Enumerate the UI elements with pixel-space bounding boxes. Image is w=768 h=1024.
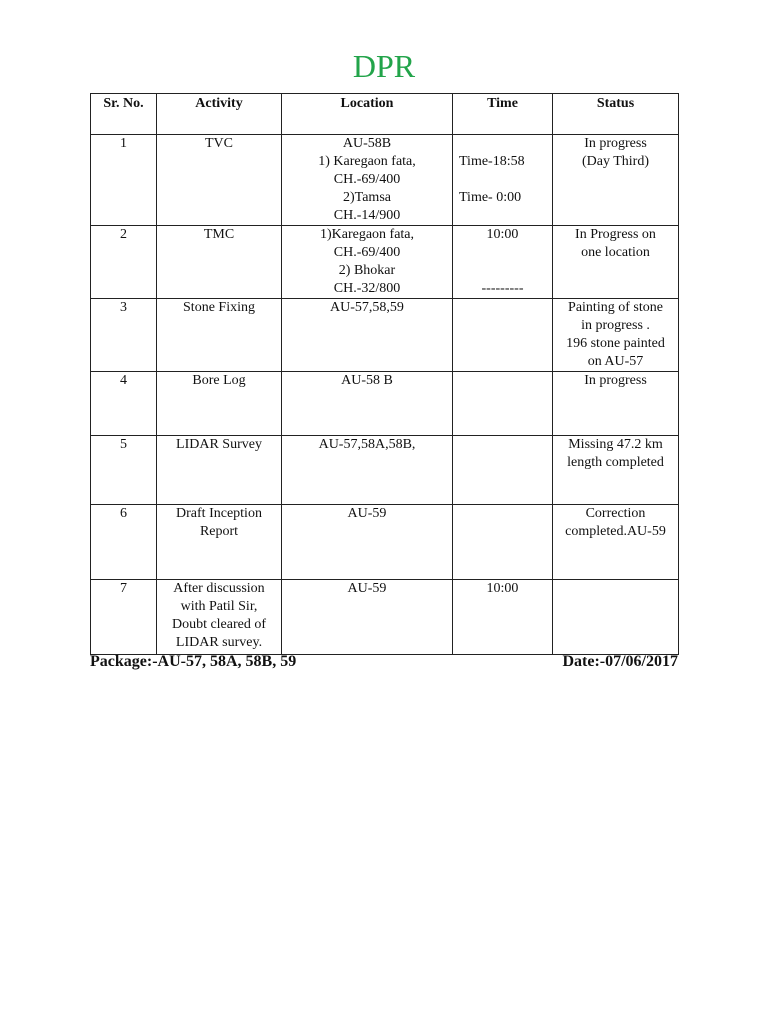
cell-location-line: AU-58 B bbox=[341, 373, 393, 388]
cell-location-line: AU-57,58,59 bbox=[330, 300, 404, 315]
cell-sr-no: 6 bbox=[91, 505, 157, 580]
page-title: DPR bbox=[352, 48, 416, 84]
header-location: Location bbox=[282, 94, 453, 135]
cell-activity bbox=[157, 135, 282, 226]
cell-time-line: 10:00 bbox=[486, 581, 519, 596]
cell-status bbox=[553, 580, 679, 655]
cell-status bbox=[553, 505, 679, 580]
cell-activity-line: Report bbox=[199, 524, 239, 539]
cell-activity bbox=[157, 436, 282, 505]
cell-time bbox=[453, 226, 553, 299]
cell-location-line: 1)Karegaon fata, bbox=[319, 227, 415, 242]
cell-time bbox=[453, 372, 553, 436]
cell-time-line bbox=[455, 135, 550, 153]
cell-time-line: --------- bbox=[481, 281, 524, 296]
cell-location bbox=[282, 372, 453, 436]
cell-status bbox=[553, 135, 679, 226]
cell-status-line: Correction bbox=[585, 506, 646, 521]
cell-sr-no: 1 bbox=[91, 135, 157, 226]
cell-activity-line: Bore Log bbox=[192, 373, 246, 388]
cell-status-line: Painting of stone bbox=[568, 300, 663, 315]
table-row bbox=[91, 505, 679, 580]
cell-location-line: AU-59 bbox=[347, 506, 387, 521]
cell-location-line: CH.-69/400 bbox=[333, 245, 401, 260]
cell-status-line: In Progress on bbox=[575, 227, 656, 242]
cell-location-line: CH.-32/800 bbox=[333, 281, 401, 296]
cell-status-line: 196 stone painted bbox=[566, 336, 665, 351]
cell-sr-no: 4 bbox=[91, 372, 157, 436]
cell-location-line: 2)Tamsa bbox=[342, 190, 391, 205]
cell-time bbox=[453, 436, 553, 505]
cell-location bbox=[282, 226, 453, 299]
header-activity: Activity bbox=[157, 94, 282, 135]
table-row bbox=[91, 580, 679, 655]
cell-location bbox=[282, 580, 453, 655]
cell-location bbox=[282, 436, 453, 505]
cell-time-line: Time-18:58 bbox=[459, 154, 525, 169]
date-label: Date:-07/06/2017 bbox=[562, 653, 678, 670]
cell-activity-line: LIDAR Survey bbox=[176, 437, 262, 452]
table-row bbox=[91, 226, 679, 299]
cell-status-line: (Day Third) bbox=[582, 154, 649, 169]
cell-time bbox=[453, 135, 553, 226]
cell-location bbox=[282, 299, 453, 372]
cell-time bbox=[453, 299, 553, 372]
cell-activity-line: TMC bbox=[203, 227, 235, 242]
cell-sr-no: 3 bbox=[91, 299, 157, 372]
cell-status-line: on AU-57 bbox=[587, 354, 644, 369]
cell-activity-line: After discussion bbox=[173, 581, 265, 596]
table-row bbox=[91, 299, 679, 372]
cell-location bbox=[282, 505, 453, 580]
cell-activity bbox=[157, 226, 282, 299]
cell-status-line: Missing 47.2 km bbox=[568, 437, 663, 452]
table-row bbox=[91, 135, 679, 226]
cell-activity-line: Doubt cleared of bbox=[171, 617, 267, 632]
cell-sr-no: 7 bbox=[91, 580, 157, 655]
cell-activity-line: with Patil Sir, bbox=[180, 599, 258, 614]
header-time: Time bbox=[453, 94, 553, 135]
cell-status bbox=[553, 226, 679, 299]
cell-time bbox=[453, 580, 553, 655]
cell-time-line bbox=[455, 262, 550, 280]
cell-activity-line: Stone Fixing bbox=[183, 300, 255, 315]
cell-status bbox=[553, 436, 679, 505]
dpr-table bbox=[90, 93, 679, 655]
cell-status bbox=[553, 299, 679, 372]
cell-location-line: 1) Karegaon fata, bbox=[318, 154, 416, 169]
cell-location-line: AU-57,58A,58B, bbox=[318, 437, 416, 452]
cell-time-line: Time- 0:00 bbox=[459, 190, 522, 205]
cell-time-line bbox=[455, 171, 550, 189]
cell-sr-no: 5 bbox=[91, 436, 157, 505]
cell-status bbox=[553, 372, 679, 436]
cell-location-line: CH.-14/900 bbox=[333, 208, 401, 223]
cell-status-line: in progress . bbox=[581, 318, 650, 333]
cell-activity-line: LIDAR survey. bbox=[175, 635, 263, 650]
cell-sr-no: 2 bbox=[91, 226, 157, 299]
cell-time-line: 10:00 bbox=[486, 227, 519, 242]
cell-status-line: completed.AU-59 bbox=[565, 524, 666, 539]
cell-status-line: In progress bbox=[584, 136, 647, 151]
table-body bbox=[91, 135, 679, 655]
header-status: Status bbox=[553, 94, 679, 135]
header-sr-no: Sr. No. bbox=[91, 94, 157, 135]
cell-time-line bbox=[455, 244, 550, 262]
cell-location bbox=[282, 135, 453, 226]
table-header-row bbox=[91, 94, 679, 135]
cell-status-line: length completed bbox=[567, 455, 664, 470]
cell-location-line: AU-59 bbox=[347, 581, 387, 596]
cell-activity bbox=[157, 299, 282, 372]
table-row bbox=[91, 372, 679, 436]
cell-location-line: 2) Bhokar bbox=[338, 263, 396, 278]
cell-activity-line: Draft Inception bbox=[176, 506, 262, 521]
cell-activity bbox=[157, 372, 282, 436]
cell-location-line: AU-58B bbox=[342, 136, 392, 151]
cell-status-line: one location bbox=[581, 245, 650, 260]
package-label: Package:-AU-57, 58A, 58B, 59 bbox=[90, 653, 297, 670]
cell-activity bbox=[157, 505, 282, 580]
cell-activity-line: TVC bbox=[205, 136, 233, 151]
cell-time bbox=[453, 505, 553, 580]
table-row bbox=[91, 436, 679, 505]
cell-activity bbox=[157, 580, 282, 655]
cell-status-line: In progress bbox=[584, 373, 647, 388]
cell-location-line: CH.-69/400 bbox=[333, 172, 401, 187]
